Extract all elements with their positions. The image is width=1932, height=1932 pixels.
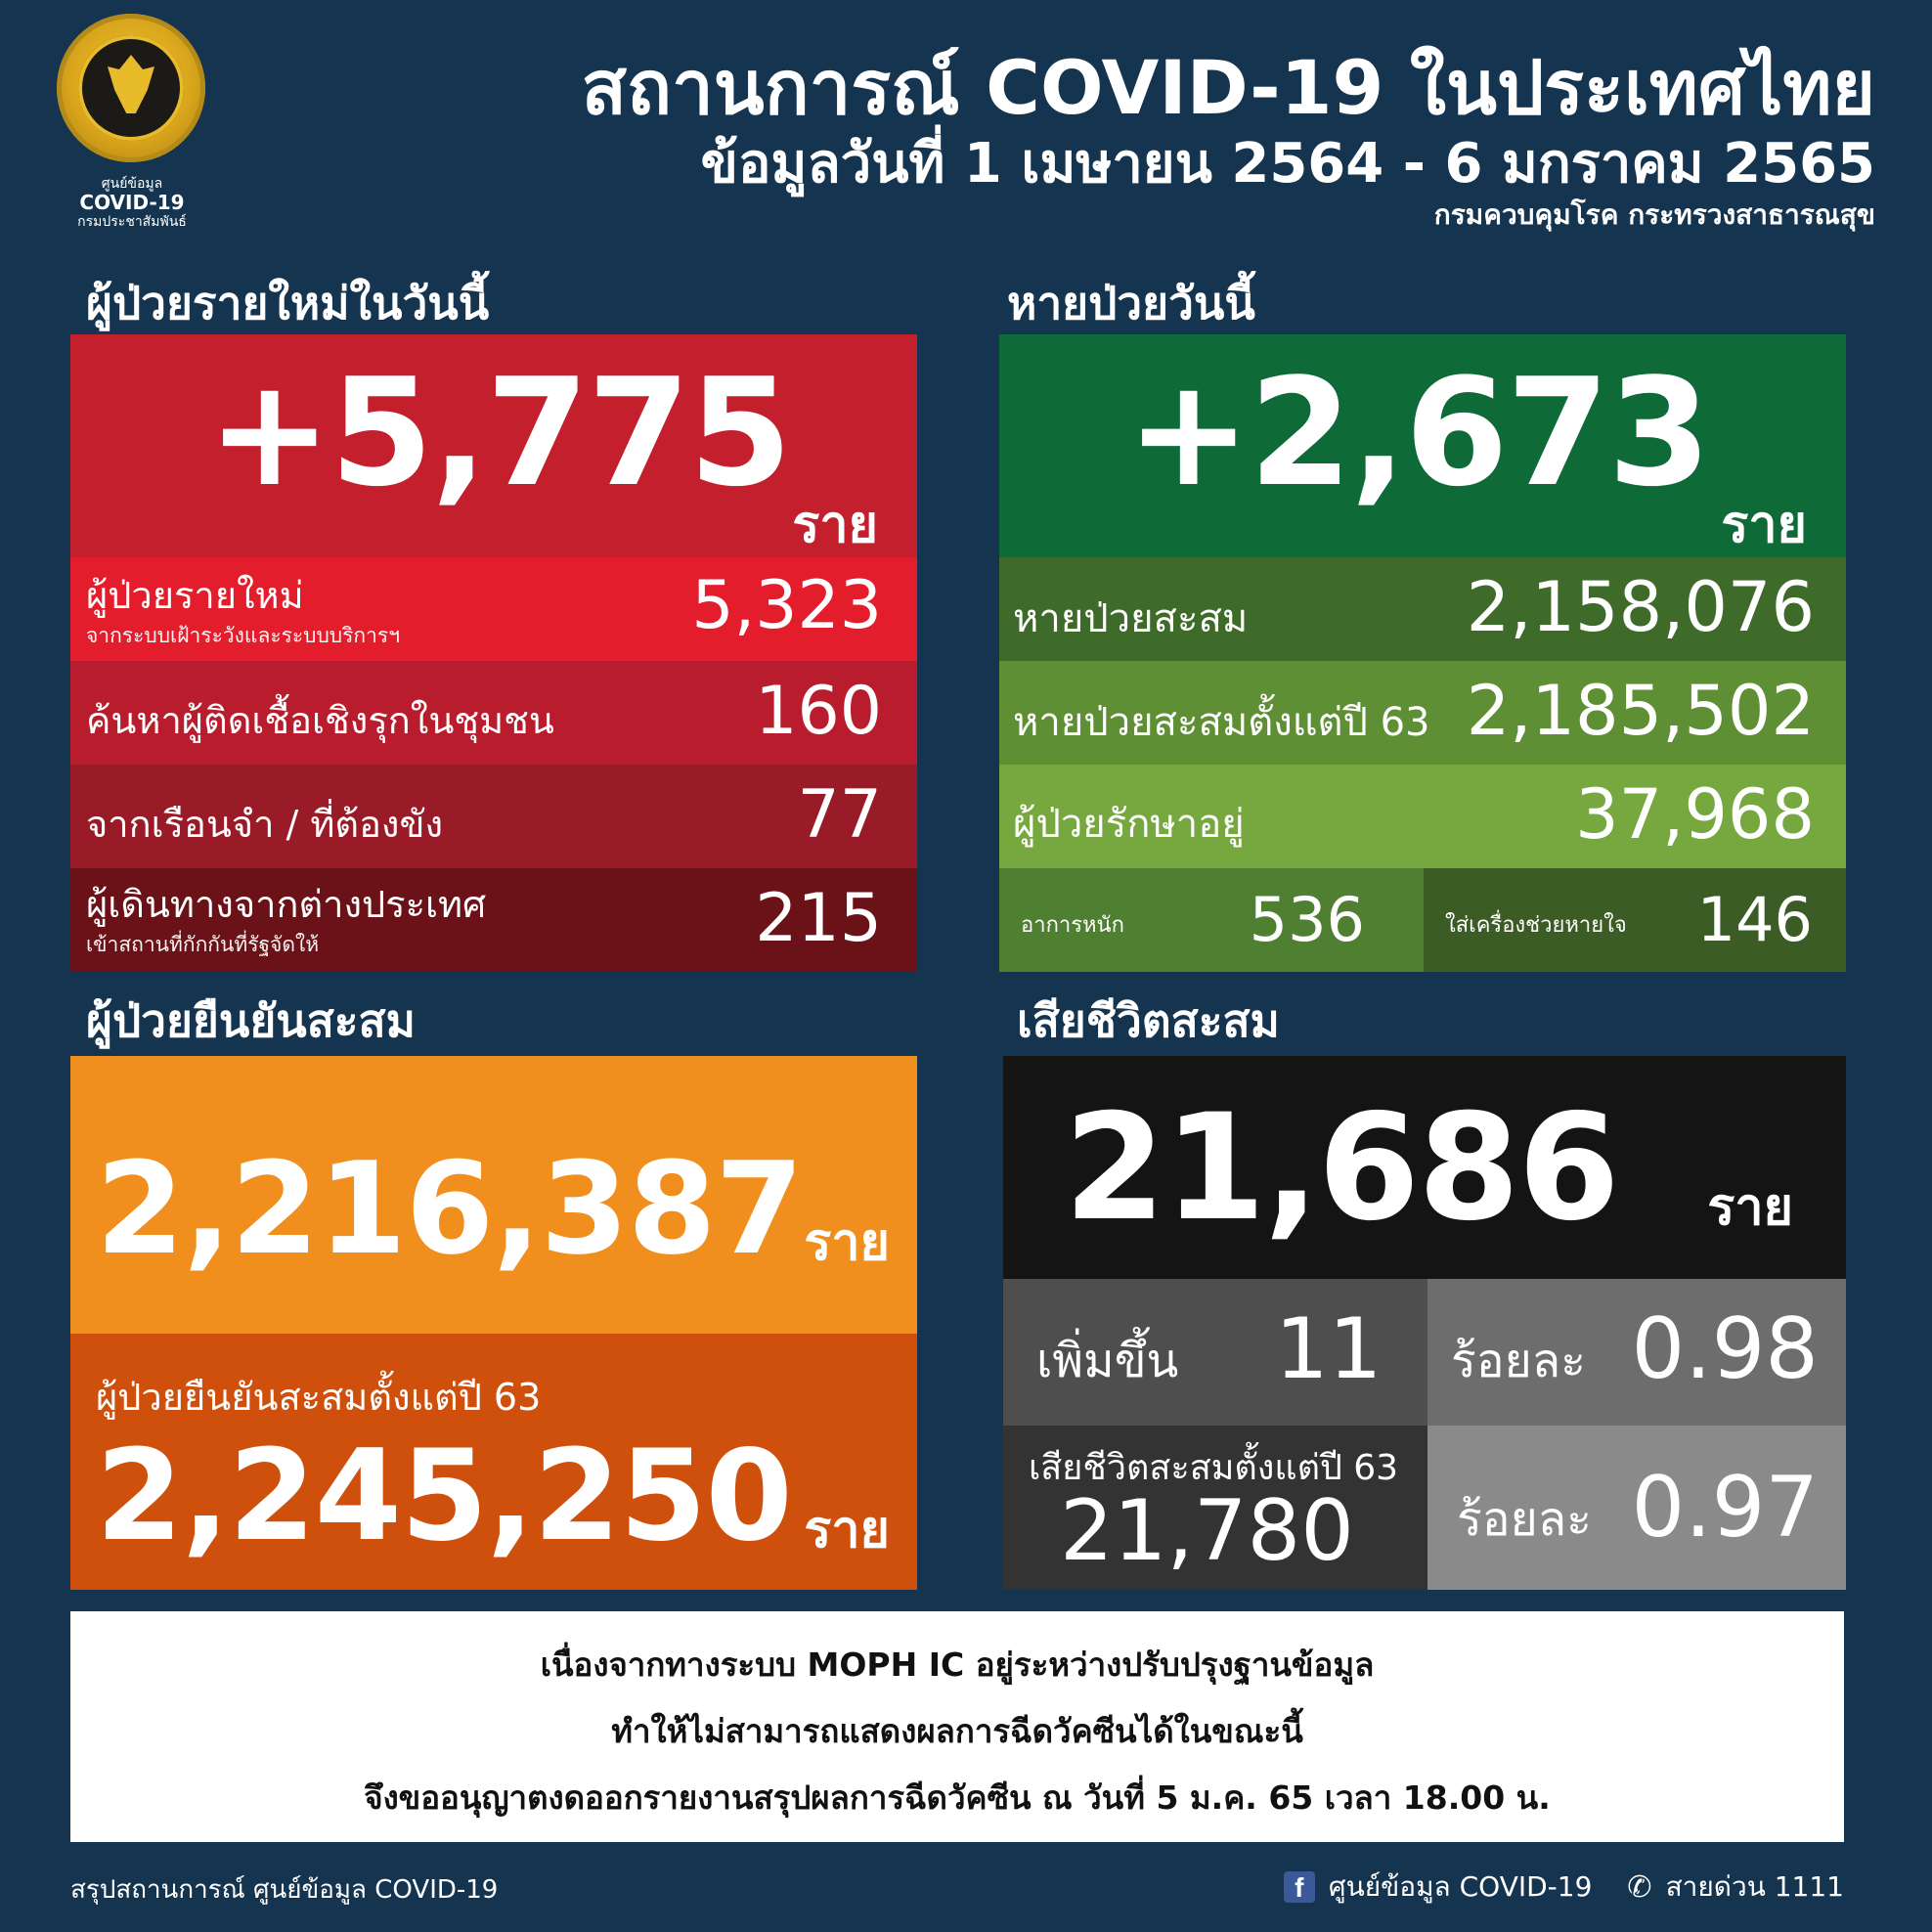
footer-contacts bbox=[1284, 1866, 1844, 1909]
new-cases-unit: ราย bbox=[792, 496, 878, 554]
cumulative-since63-unit: ราย bbox=[804, 1501, 890, 1559]
row-value: 215 bbox=[755, 880, 882, 957]
facebook-page-link[interactable]: ศูนย์ข้อมูล COVID-19 bbox=[1328, 1870, 1593, 1903]
department-credit: กรมควบคุมโรค กระทรวงสาธารณสุข bbox=[1433, 198, 1875, 231]
new-cases-row-community bbox=[70, 661, 917, 765]
vaccine-notice bbox=[70, 1611, 1844, 1842]
logo-line3: กรมประชาสัมพันธ์ bbox=[77, 214, 187, 231]
new-cases-heading: ผู้ป่วยรายใหม่ในวันนี้ bbox=[86, 277, 490, 329]
deaths-since63-value: 21,780 bbox=[1060, 1482, 1354, 1580]
deaths-since63-label: เสียชีวิตสะสมตั้งแต่ปี 63 bbox=[1029, 1448, 1399, 1488]
row-label: หายป่วยสะสมตั้งแต่ปี 63 bbox=[1013, 700, 1430, 745]
ventilator-box bbox=[1424, 868, 1846, 972]
new-cases-row-prison bbox=[70, 765, 917, 868]
cumulative-since63-panel bbox=[70, 1334, 917, 1590]
deaths-unit: ราย bbox=[1707, 1178, 1793, 1237]
row-value: 37,968 bbox=[1575, 774, 1815, 855]
new-cases-total: +5,775 bbox=[207, 346, 791, 519]
deaths-since63-box bbox=[1003, 1426, 1427, 1590]
cumulative-since63-total: 2,245,250 bbox=[96, 1424, 792, 1569]
row-label: ค้นหาผู้ติดเชื้อเชิงรุกในชุมชน bbox=[86, 699, 554, 742]
hotline-number[interactable]: สายด่วน 1111 bbox=[1665, 1870, 1844, 1903]
page-title: สถานการณ์ COVID-19 ในประเทศไทย bbox=[581, 44, 1875, 131]
severe-label: อาการหนัก bbox=[1021, 913, 1124, 938]
cumulative-panel bbox=[70, 1056, 917, 1334]
row-sublabel: จากระบบเฝ้าระวังและระบบบริการฯ bbox=[86, 624, 400, 647]
row-label: จากเรือนจำ / ที่ต้องขัง bbox=[86, 803, 444, 846]
logo-line1: ศูนย์ข้อมูล bbox=[101, 176, 163, 192]
deaths-heading: เสียชีวิตสะสม bbox=[1017, 994, 1280, 1047]
new-cases-row-abroad bbox=[70, 868, 917, 972]
new-cases-row-surveillance bbox=[70, 557, 917, 661]
cumulative-heading: ผู้ป่วยยืนยันสะสม bbox=[86, 994, 416, 1047]
notice-line1: เนื่องจากทางระบบ MOPH IC อยู่ระหว่างปรับปรุงฐานข้อมูล bbox=[540, 1646, 1375, 1684]
row-value: 2,158,076 bbox=[1466, 567, 1815, 647]
deaths-increase-value: 11 bbox=[1275, 1300, 1383, 1398]
deaths-percent-value: 0.98 bbox=[1631, 1300, 1819, 1398]
phone-icon: ✆ bbox=[1627, 1869, 1652, 1905]
row-value: 2,185,502 bbox=[1466, 671, 1815, 751]
logo-caption bbox=[39, 176, 225, 230]
row-label: ผู้ป่วยรายใหม่ bbox=[86, 574, 304, 617]
cumulative-total: 2,216,387 bbox=[96, 1134, 803, 1283]
severe-value: 536 bbox=[1249, 884, 1365, 955]
deaths-percent-label: ร้อยละ bbox=[1451, 1334, 1586, 1388]
row-label: ผู้ป่วยรักษาอยู่ bbox=[1013, 802, 1245, 847]
row-label: หายป่วยสะสม bbox=[1013, 596, 1249, 641]
row-label: ผู้เดินทางจากต่างประเทศ bbox=[86, 883, 487, 926]
row-value: 160 bbox=[755, 673, 882, 750]
recovered-panel bbox=[999, 334, 1846, 557]
footer-summary: สรุปสถานการณ์ ศูนย์ข้อมูล COVID-19 bbox=[70, 1875, 499, 1905]
recovered-unit: ราย bbox=[1721, 496, 1807, 554]
deaths-increase-label: เพิ่มขึ้น bbox=[1036, 1334, 1179, 1388]
notice-line3: จึงขออนุญาตงดออกรายงานสรุปผลการฉีดวัคซีน ณ วันที่ 5 ม.ค. 65 เวลา 18.00 น. bbox=[364, 1778, 1551, 1817]
row-value: 77 bbox=[797, 776, 882, 854]
cumulative-unit: ราย bbox=[804, 1213, 890, 1272]
ventilator-label: ใส่เครื่องช่วยหายใจ bbox=[1445, 913, 1627, 938]
covid-center-seal-logo bbox=[57, 14, 205, 162]
row-value: 5,323 bbox=[691, 567, 882, 644]
deaths-percent-box bbox=[1427, 1279, 1846, 1426]
deaths-panel bbox=[1003, 1056, 1846, 1279]
deaths-total: 21,686 bbox=[1064, 1083, 1618, 1253]
deaths-percent2-value: 0.97 bbox=[1631, 1459, 1819, 1557]
row-sublabel: เข้าสถานที่กักกันที่รัฐจัดให้ bbox=[86, 933, 320, 956]
recovered-row-in-treatment bbox=[999, 765, 1846, 868]
facebook-icon[interactable]: f bbox=[1284, 1871, 1315, 1903]
deaths-percent2-label: ร้อยละ bbox=[1457, 1492, 1592, 1547]
recovered-row-cumulative bbox=[999, 557, 1846, 661]
recovered-total: +2,673 bbox=[1126, 346, 1710, 519]
severe-box bbox=[999, 868, 1424, 972]
notice-line2: ทำให้ไม่สามารถแสดงผลการฉีดวัคซีนได้ในขณะนี้ bbox=[611, 1712, 1303, 1750]
recovered-row-since63 bbox=[999, 661, 1846, 765]
logo-line2: COVID-19 bbox=[79, 191, 185, 215]
deaths-increase-box bbox=[1003, 1279, 1427, 1426]
deaths-percent2-box bbox=[1427, 1426, 1846, 1590]
new-cases-panel bbox=[70, 334, 917, 557]
recovered-heading: หายป่วยวันนี้ bbox=[1007, 277, 1255, 329]
ventilator-value: 146 bbox=[1696, 884, 1813, 955]
date-range: ข้อมูลวันที่ 1 เมษายน 2564 - 6 มกราคม 2565 bbox=[700, 132, 1875, 196]
cumulative-since63-label: ผู้ป่วยยืนยันสะสมตั้งแต่ปี 63 bbox=[96, 1376, 542, 1419]
